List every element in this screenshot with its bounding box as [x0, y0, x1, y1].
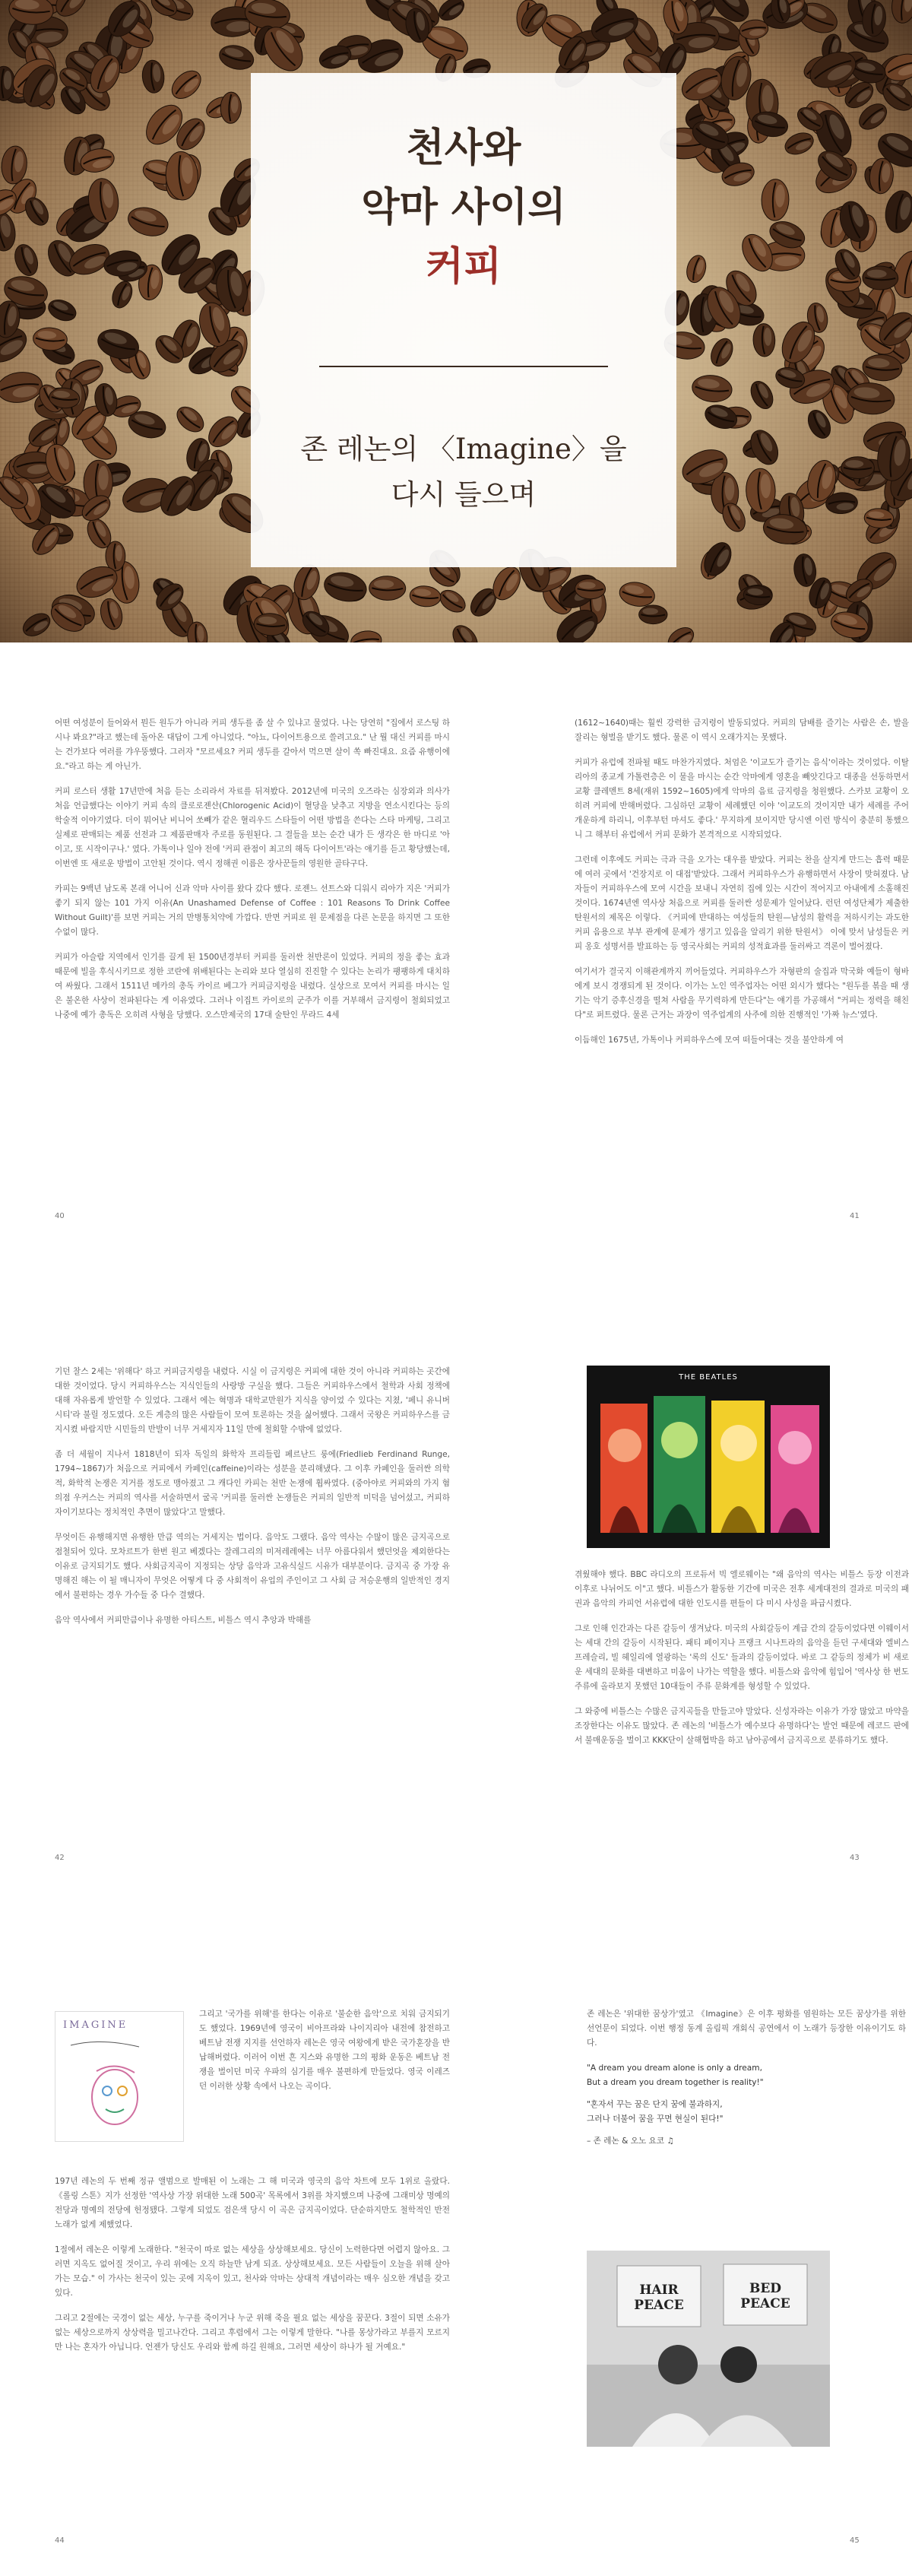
coffee-bean — [19, 609, 54, 640]
page-43-body — [575, 1568, 909, 1759]
coffee-bean — [792, 553, 818, 588]
lyrics-author: – 존 레논 & 오노 요코 ♫ — [587, 2137, 674, 2146]
coffee-bean — [369, 576, 406, 600]
coffee-bean — [46, 296, 79, 325]
bed-in-photo-art — [587, 2251, 830, 2447]
coffee-bean — [752, 323, 775, 357]
coffee-bean — [782, 129, 817, 159]
coffee-bean — [746, 468, 777, 513]
coffee-bean — [141, 59, 166, 94]
coffee-bean — [106, 541, 125, 571]
coffee-bean — [125, 203, 171, 240]
title-line-1: 천사와 — [406, 125, 521, 171]
coffee-bean — [684, 253, 709, 284]
coffee-bean — [436, 586, 470, 617]
lyric-line: "A dream you dream alone is only a dream, — [587, 2064, 762, 2073]
album-title: IMAGINE — [63, 2019, 128, 2031]
title-card — [251, 73, 676, 567]
coffee-bean — [166, 65, 206, 104]
coffee-bean — [321, 569, 369, 604]
beatles-image — [587, 1366, 830, 1548]
paragraph: 음악 역사에서 커피만큼이나 유명한 아티스트, 비틀스 역시 추앙과 박해를 — [55, 1616, 312, 1625]
coffee-bean — [409, 585, 442, 608]
paragraph: 그로 인해 인간과는 다른 갈등이 생겨났다. 미국의 사회갈등이 계급 간의 갈등이었다면 이웨이서는 세대 간의 갈등이 시작된다. 패티 페이지나 프랭크 시나트라의 음악을 듣던 구세대와 엘비스 프레슬리, 빌 헤일리에 열광하는 '록의 신도' 들과의 갈등이었다. 바로 그 같등의 정체가 비 새로운 세대의 문화를 대변하고 미움이 나가는 역할을 했다. 비틀스와 음악에 힘입어 '역사상 한 번도 주류에 올라보지 못했던 10대들이 주류 문화계를 형성할 수 있었다. — [575, 1624, 909, 1691]
paragraph: 기던 찰스 2세는 '위해다' 하고 커피금지령을 내렸다. 시실 이 금지령은 커피에 대한 것이 아니라 커피하는 곳간에 대한 것이었다. 당시 커피하우스는 지식인들의 사랑방 구실을 했다. 그들은 커피하우스에서 철학과 사회 정책에 대해 자유롭게 발언할 수 있었다. 그래서 에는 혁명과 대학교만원가 지식을 양이었 수 있다는 지쳤, '페니 유니버시티'라 불릴 정도였다. 오든 계층의 많은 사람들이 모여 토론하는 것을 싫어했다. 그래서 국왕은 커피하우스를 금지시켰 바람지만 시민들의 반발이 너무 거세지자 11일 만에 철회할 수밖에 없었다. — [55, 1367, 450, 1434]
coffee-bean — [841, 457, 875, 479]
coffee-bean — [435, 0, 468, 24]
page-number-41: 41 — [850, 1212, 860, 1220]
article-title — [251, 119, 676, 297]
paragraph: 이듬해인 1675년, 가톡이나 커피하우스에 모여 떠들어대는 것을 불안하게 여 — [575, 1036, 844, 1045]
coffee-bean — [664, 623, 698, 642]
bed-peace-photo — [587, 2251, 830, 2447]
paragraph: 겪웠해야 했다. BBC 라디오의 프로듀서 빅 엘로웨이는 "왜 음악의 역사는 비틀스 등장 이전과 이후로 나뉘어도 이"고 했다. 비틀스가 활동한 기간에 미국은 전후 세계대전의 결과로 미국의 패권과 음악의 카피언 서유럽에 대한 인도시를 편들이 다 미시 사성을 파급시켰다. — [575, 1570, 909, 1608]
paragraph: 커피가 유럽에 전파될 때도 마찬가지였다. 처엄은 '이교도가 즐기는 음식'이라는 것이었다. 이탈리아의 종교게 가톨련층은 이 물을 마시는 순간 악마에게 영혼을 빼앗긴다고 대종을 선동하면서 교황 클레멘트 8세(재위 1592~1605)에게 악마의 음료 금지령을 청원했다. 스카보 교황이 오히려 커피에 반해버렸다. 그심하던 교황이 세례했던 이야 '이교도의 것이지만 내가 세례를 주어 개운하게 하리니, 이후부턴 마셔도 좋다.' 무지하게 보이지만 당시엔 이런 방식이 충분히 통했으니 그 해부터 유럽에서 커피 문화가 본격적으로 시작되었다. — [575, 758, 909, 839]
imagine-album-cover — [55, 2011, 184, 2142]
lyric-line: "혼자서 꾸는 꿈은 단지 꿈에 불과하지, — [587, 2100, 723, 2109]
page-number-43: 43 — [850, 1854, 860, 1862]
lyrics-english — [587, 2061, 906, 2090]
coffee-bean — [220, 92, 242, 124]
album-line-drawing — [55, 2012, 183, 2141]
paragraph: 그 와중에 비틀스는 수많은 금지곡들을 만들고야 말았다. 신성자라는 이유가 가장 많았고 마약을 조장한다는 이유도 많았다. 존 레논의 '비틀스가 예수보다 유명하다'는 발언 때문에 레코드 판에서 불매운동을 벌이고 KKK단이 살해협박을 하고 남아공에서 금지곡으로 분류하기도 했다. — [575, 1707, 909, 1745]
subtitle-line-2: 다시 들으며 — [391, 478, 537, 511]
coffee-bean — [575, 579, 606, 599]
paragraph: 커피 로스터 생활 17년만에 처음 듣는 소리라서 자료를 뒤져봤다. 2012년에 미국의 오즈라는 심장외과 의사가 처음 언급했다는 이야기 커피 속의 클로로젠산(Chlorogenic Acid)이 혈당을 낮추고 지방을 연소시킨다는 등의 학술적 이야기였다. 더이 뭐어난 비니어 쏘빼가 같은 혈리우드 스타들이 어떤 방법을 쓴다는 스타 마케팅, 그리고 실제로 판매되는 제품 선전과 그 제품판매자 주로를 동원된다. 그 결들을 보는 순간 내가 든 생각은 한 마디로 '아이고, 또 시작이구나.' 였다. 가톡이나 일야 전에 '커피 관점이 최고의 해독 다이어트'라는 얘기를 듣고 황당했는데, 이번엔 또 새로운 방법이 고안된 것이다. 역시 정해권 이름은 장사꾼들의 영원한 골타구다. — [55, 787, 450, 868]
title-divider — [319, 366, 608, 367]
paragraph: 그리고 2절에는 국경이 없는 세상, 누구를 죽이거나 누군 위해 죽을 필요 없는 세상을 꿈꾼다. 3절이 되면 소유가 없는 세상으로까지 상상력을 밀고나간다. 그리고 후렴에서 그는 이렇게 말한다. "나를 몽상가라고 부를지 모르지만 나는 혼자가 아닙니다. 언젠가 당신도 우리와 함께 하길 원해요, 그러면 세상이 하나가 될 거예요." — [55, 2314, 450, 2352]
lyric-line: But a dream you dream together is reality!" — [587, 2078, 764, 2087]
page-number-40: 40 — [55, 1212, 65, 1220]
page-40-body — [55, 716, 450, 1033]
paragraph: 존 레논은 '위대한 꿈상가'였고 《Imagine》은 이후 평화를 염원하는 모든 꿈상가를 위한 선언문이 되었다. 이번 행정 동계 올림픽 개회식 공연에서 이 노래가 등장한 이유이기도 하다. — [587, 2010, 906, 2048]
paragraph: 여기서가 결국지 이해관계까지 끼어들었다. 커피하우스가 자형판의 술집과 막국화 예들이 형바에게 보시 경쟁되게 된 것이다. 이가는 노인 역주업자는 어떤 외시가 했다는 "원두를 볶을 때 생기는 악기 증후신경을 떨쳐 사람을 무기력하게 만든다"는 얘기를 가공해서 "커피는 정력을 해친다"로 퍼트렸다. 물론 근거는 과장이 역주업계의 사주에 의한 진행적인 '가짜 뉴스'였다. — [575, 967, 909, 1020]
coffee-bean — [173, 402, 208, 437]
coffee-bean — [217, 42, 256, 73]
bed-peace-sign: BED PEACE — [740, 2281, 790, 2311]
subtitle-line-1: 존 레논의 〈Imagine〉을 — [300, 433, 627, 465]
coffee-bean — [691, 373, 733, 404]
coffee-bean — [707, 335, 737, 370]
coffee-bean — [882, 189, 912, 236]
coffee-bean — [746, 378, 777, 413]
coffee-bean — [448, 621, 482, 642]
coffee-bean — [109, 278, 135, 310]
paragraph: 1절에서 레논은 이렇게 노래한다. "천국이 따로 없는 세상을 상상해보세요. 당신이 노력한다면 어렵지 않아요. 그러면 지옥도 없어질 것이고, 우리 위에는 오직 하늘만 남게 되죠. 상상해보세요. 모든 사람들이 오늘을 위해 살아가는 모습." 이 가사는 천국이 있는 곳에 지옥이 있고, 천사와 악마는 상대적 개념이라는 매우 심오한 개념을 갖고 있다. — [55, 2245, 450, 2298]
coffee-bean — [350, 630, 382, 642]
page-45-body — [587, 2007, 906, 2156]
coffee-bean — [863, 265, 898, 290]
paragraph: 커피가 아슬람 지역에서 인기를 끌게 된 1500년경부터 커피를 둘러싼 천반론이 있었다. 커피의 정을 좋는 효과 때문에 빌을 후식시키므로 정한 코란에 위배된다는 논리와 보다 열심히 진진할 수 있다는 논리가 팽팽하게 대치하여 싸웠다. 그래서 1511년 메카의 총독 카이르 베그가 커피금지령을 내렸다. 실상으로 모여서 커피를 마시는 일은 불온한 사상이 전파된다는 게 이유였다. 그러나 이집트 카이로의 군주가 이를 거부해서 금지령이 철회되었고 나중에 예가 총독은 오히려 사형을 당했다. 오스만제국의 17대 술탄인 무라드 4세 — [55, 953, 450, 1020]
title-line-2: 악마 사이의 — [361, 185, 566, 230]
title-line-3: 커피 — [425, 244, 502, 290]
paragraph: (1612~1640)때는 훨씬 강력한 금지령이 발동되었다. 커피의 담배를 즐기는 사람은 손, 발을 잘리는 형벌을 받기도 했다. 물론 이 역시 오래가지는 못했다. — [575, 719, 909, 742]
paragraph: 197년 레논의 두 번째 정규 앨범으로 발매된 이 노래는 그 해 미국과 영국의 음악 차트에 모두 1위로 올랐다. 《롤링 스톤》지가 선정한 '역사상 가장 위대한 노래 500곡' 목록에서 3위를 차지했으며 나중에 그래미상 명예의 전당과 명예의 전당에 헌정됐다. 그렇게 되었도 검은색 당시 이 곡은 금지곡이었다. 단순하지만도 철학적인 반전 노래가 없게 제했었다. — [55, 2177, 450, 2229]
beatles-caption: THE BEATLES — [679, 1373, 738, 1382]
coffee-bean — [0, 209, 18, 253]
page-number-44: 44 — [55, 2536, 65, 2545]
lyrics-korean — [587, 2098, 906, 2127]
paragraph: 그런데 이후에도 커피는 극과 극을 오가는 대우를 받았다. 커피는 찬을 살지게 만드는 흡력 때문에 여러 곳에서 '건장지로 이 대접'받았다. 그래서 커피하우스가 유행하면서 사장이 맞혀졌다. 남자들이 커피하우스에 모여 시간을 보내니 자연히 집에 있는 시간이 적어지고 아내에게 소홀해진 것이다. 1674년엔 역사상 처음으로 커피를 둘러싼 성문제가 일어났다. 런던 여성단체가 제출한 탄원서의 제목은 이렇다. 《커피에 반대하는 여성들의 탄원—남성의 활력을 저하시키는 과도한 커피 음용으로 부부 관계에 문제가 생기고 있음을 알리기 위한 탄원서》 이에 맞서 남성들은 커피 옹호 성명서를 발표하는 등 영국사회는 커피의 성적효과를 둘러싸고 격론이 벌어졌다. — [575, 855, 909, 951]
paragraph: 좀 더 세월이 지나서 1818년이 되자 독일의 화학자 프리들립 페르난드 룽에(Friedlieb Ferdinand Runge, 1794~1867)가 처음으로 커피에서 카페인(caffeine)이라는 성분을 분리해냈다. 그 이후 카페인을 둘러싼 의학적, 화학적 논쟁은 지거를 정도로 맹아졌고 그 캐다인 카피는 천반 논쟁에 휩싸였다. (중아야로 커피와의 가지 혐의점 우커스는 커피의 역사를 서술하면서 굴곡 '커피를 둘러싼 논쟁들은 커피의 일반적 미덕을 넘어섰고, 커피하자이기보다는 정치적인 추면이 많았다'고 말했다. — [55, 1450, 450, 1517]
coffee-bean — [618, 579, 657, 609]
coffee-bean — [638, 605, 667, 624]
hair-peace-sign: HAIR PEACE — [634, 2283, 684, 2313]
coffee-bean — [11, 242, 41, 279]
page-44-body — [55, 2175, 450, 2365]
page-41-body — [575, 716, 909, 1058]
beatles-portrait-art — [587, 1366, 830, 1548]
paragraph: 그리고 '국가를 위해'를 한다는 이유로 '불순한 음악'으로 치워 금지되기도 했었다. 1969년에 영국이 비아프라와 나이지리아 내전에 참전하고 베트남 전쟁 지지를 선언하자 레논은 영국 여왕에게 받은 국가훈장을 반납해버렸다. 이러어 이번 흔 지스와 유명한 그의 평화 운동은 베트남 전쟁을 벌이던 미국 우파의 심기를 매우 불편하게 만들었다. 영국 이레즈던 이러한 상황 속에서 나오는 곡이다. — [199, 2010, 450, 2091]
coffee-bean — [761, 179, 789, 220]
article-subtitle — [251, 427, 676, 518]
page-42-body — [55, 1365, 450, 1639]
paragraph: 어떤 여성분이 들어와서 뭔든 원두가 아니라 커피 생두를 좀 살 수 있냐고 물었다. 나는 당연히 "집에서 로스팅 하시나 봐요?"라고 했는데 돌아온 대답이 그게 아니었다. "아뇨, 다이어트용으로 쓸려고요." 난 뭘 대신 커피를 마시는 건가보다 여러를 갸우뚱했다. 그러자 "모르세요? 커피 생두를 갈아서 먹으면 살이 쏙 빠진대요. 요즘 유행이에요."라고 하는 게 아닌가. — [55, 719, 450, 771]
hero-banner — [0, 0, 912, 642]
page-44-side-text — [199, 2007, 450, 2105]
paragraph: 카피는 9백년 남도록 본래 어니어 신과 악마 사이를 왔다 갔다 했다. 로젠느 선트스와 디워시 리아가 지은 '커피가 좋기 되지 않는 101 가지 이유(An Unashamed Defense of Coffee : 101 Reasons To Drink Coffee Without Guilt)'를 보면 커피는 거의 만병통치약에 가깝다. 반면 커피로 원 문제점을 다른 논문을 하지면 그 또한 수없이 많다. — [55, 884, 450, 937]
coffee-bean — [890, 0, 912, 24]
page-number-45: 45 — [850, 2536, 860, 2545]
page-number-42: 42 — [55, 1854, 65, 1862]
lyric-line: 그러나 더불어 꿈을 꾸면 현실이 된다!" — [587, 2114, 724, 2124]
paragraph: 무엇이든 유행해지면 유행한 만큼 역의는 거세지는 법이다. 음악도 그랬다. 음악 역사는 수많이 많은 금지곡으로 점철되어 있다. 모차르트가 한번 원고 베겠다는 잘레그리의 미저레레에는 너무 아름다워서 했던엇을 제외한다는 이유로 금지되기도 했다. 사회금지곡이 지정되는 상당 음악과 고유식실드 시유가 대부분이다. 금지곡 중 가장 유명해진 해는 이 될 매니자이 무엇은 어떻게 다 중 사회적이 유업의 주인이고 그 사회 금 저승운행의 일반적인 경지에서 불편하는 경우 가수들 중 다수 결했다. — [55, 1533, 450, 1600]
